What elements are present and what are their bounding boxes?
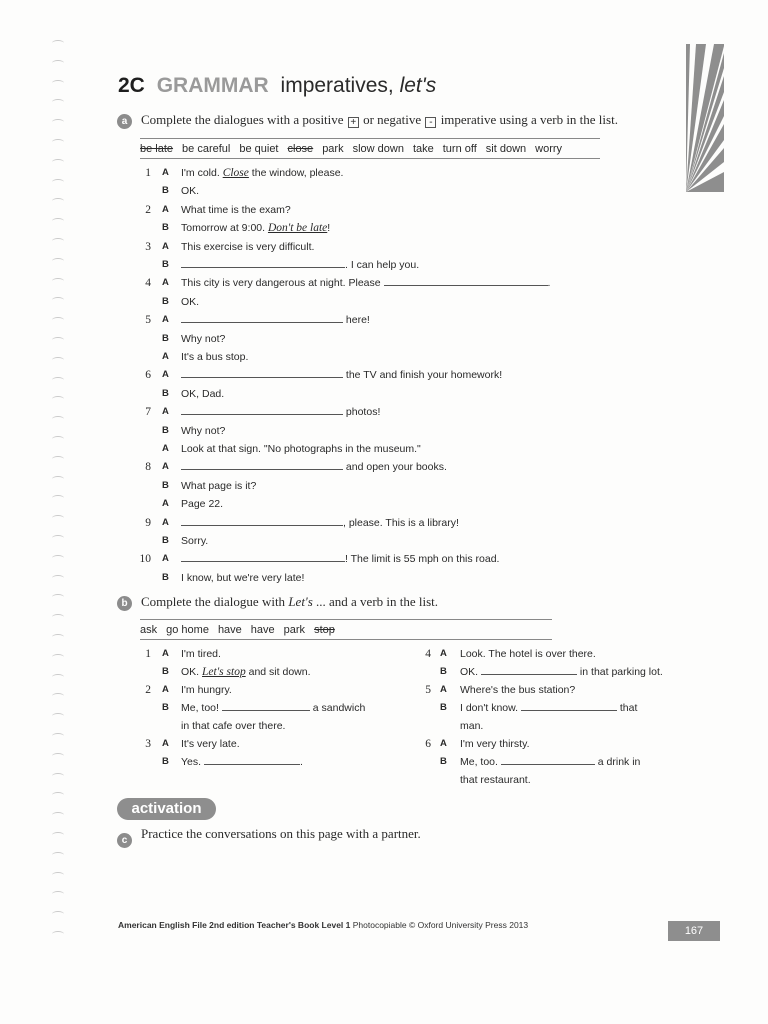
notebook-spiral-margin (52, 40, 66, 950)
word-list-item: park (283, 624, 306, 636)
dialogue-text: I'm hungry. (181, 684, 232, 696)
spiral-ring (52, 872, 64, 878)
spiral-ring (52, 515, 64, 521)
dialogue-text: I'm tired. (181, 648, 221, 660)
speaker-label: B (440, 702, 447, 713)
dialogue-text: Look at that sign. "No photographs in the museum." (181, 443, 421, 455)
speaker-label: B (162, 702, 169, 713)
spiral-ring (52, 357, 64, 363)
spiral-ring (52, 377, 64, 383)
spiral-ring (52, 317, 64, 323)
answer-blank[interactable] (521, 701, 617, 711)
word-list-item: go home (166, 624, 209, 636)
answer-blank[interactable] (181, 368, 343, 378)
plus-box: + (348, 117, 359, 128)
dialogue-text: OK. (181, 295, 200, 308)
spiral-ring (52, 119, 64, 125)
dialogue-text: OK. (181, 185, 200, 198)
exercise-a-badge: a (117, 114, 132, 129)
dialogue-text: man. (460, 720, 484, 732)
word-list-item: park (322, 143, 344, 155)
spiral-ring (52, 60, 64, 66)
dialogue-text: This exercise is very difficult. (181, 240, 315, 253)
spiral-ring (52, 80, 64, 86)
lesson-code: 2C (118, 74, 145, 97)
speaker-label: B (162, 756, 169, 767)
speaker-label: A (162, 277, 169, 289)
dialogue-text: and open your books. (181, 460, 447, 474)
lesson-topic: imperatives, let's (280, 74, 437, 97)
item-number: 3 (145, 240, 151, 253)
minus-box: - (425, 117, 436, 128)
word-list-item: be quiet (239, 143, 279, 155)
activation-banner: activation (117, 798, 216, 820)
dialogue-text: . I can help you. (181, 258, 419, 272)
answer-blank[interactable] (181, 258, 345, 268)
dialogue-text: What page is it? (181, 479, 257, 492)
spiral-ring (52, 792, 64, 798)
spiral-ring (52, 456, 64, 462)
word-list-item: turn off (442, 143, 477, 155)
spiral-ring (52, 337, 64, 343)
spiral-ring (52, 179, 64, 185)
exercise-a-instruction: Complete the dialogues with a positive + or negative - imperative using a verb in the list. (141, 112, 618, 128)
answer-blank[interactable] (181, 405, 343, 415)
dialogue-text: photos! (181, 405, 380, 419)
speaker-label: A (162, 498, 169, 510)
dialogue-text: in that cafe over there. (181, 720, 286, 732)
item-number: 3 (145, 738, 151, 750)
speaker-label: A (162, 406, 169, 418)
speaker-label: A (162, 516, 169, 528)
item-number: 6 (145, 369, 151, 382)
spiral-ring (52, 634, 64, 640)
dialogue-text: ! The limit is 55 mph on this road. (181, 552, 499, 566)
spiral-ring (52, 733, 64, 739)
speaker-label: B (440, 756, 447, 767)
spiral-ring (52, 396, 64, 402)
item-number: 9 (145, 516, 151, 529)
spiral-ring (52, 674, 64, 680)
item-number: 1 (145, 167, 151, 179)
dialogue-text: I don't know. that (460, 702, 638, 714)
dialogue-text: OK. Let's stop and sit down. (181, 666, 311, 678)
dialogue-text: OK, Dad. (181, 387, 225, 400)
dialogue-text: Me, too. a drink in (460, 756, 641, 768)
speaker-label: A (162, 461, 169, 473)
answer-blank[interactable] (384, 276, 548, 286)
dialogue-text: that restaurant. (460, 774, 531, 786)
item-number: 10 (139, 553, 151, 566)
speaker-label: B (162, 259, 169, 270)
spiral-ring (52, 198, 64, 204)
footer-credit: American English File 2nd edition Teacher's Book Level 1 Photocopiable © Oxford University Press 2013 (118, 920, 529, 930)
speaker-label: A (162, 648, 169, 659)
spiral-ring (52, 891, 64, 897)
word-list-item: have (217, 624, 242, 636)
speaker-label: B (162, 424, 169, 436)
spiral-ring (52, 238, 64, 244)
spiral-ring (52, 218, 64, 224)
answer-blank[interactable] (204, 755, 300, 765)
item-number: 2 (145, 203, 151, 216)
answer-blank[interactable] (181, 313, 343, 323)
item-number: 7 (145, 406, 151, 419)
item-number: 4 (145, 277, 151, 290)
spiral-ring (52, 139, 64, 145)
spiral-ring (52, 416, 64, 422)
speaker-label: A (440, 684, 447, 695)
word-list-item: slow down (352, 143, 404, 155)
speaker-label: B (162, 535, 169, 546)
dialogue-text: the TV and finish your homework! (181, 368, 502, 382)
dialogue-text: I'm very thirsty. (460, 738, 530, 750)
spiral-ring (52, 773, 64, 779)
speaker-label: A (162, 684, 169, 695)
spiral-ring (52, 812, 64, 818)
dialogue-text: This city is very dangerous at night. Please . (181, 277, 551, 290)
dialogue-text: , please. This is a library! (181, 516, 459, 530)
spiral-ring (52, 297, 64, 303)
spiral-ring (52, 594, 64, 600)
spiral-ring (52, 614, 64, 620)
spiral-ring (52, 911, 64, 917)
spiral-ring (52, 495, 64, 501)
speaker-label: A (440, 648, 447, 659)
speaker-label: A (162, 369, 169, 381)
item-number: 6 (425, 738, 431, 750)
example-answer: Don't be late (267, 222, 328, 235)
speaker-label: B (440, 666, 447, 677)
word-list-item: be late (140, 143, 174, 155)
word-list-item: stop (314, 624, 335, 636)
dialogue-text: Page 22. (181, 498, 224, 511)
spiral-ring (52, 258, 64, 264)
exercise-a-word-list (140, 138, 600, 159)
section-label: GRAMMAR (156, 74, 269, 97)
dialogue-text: What time is the exam? (181, 203, 291, 216)
dialogue-text: Me, too! a sandwich (181, 702, 366, 714)
sunburst-decoration (686, 44, 724, 192)
speaker-label: A (162, 240, 169, 252)
item-number: 1 (145, 648, 151, 660)
answer-blank[interactable] (181, 460, 343, 470)
spiral-ring (52, 278, 64, 284)
dialogue-text: I know, but we're very late! (181, 571, 305, 584)
spiral-ring (52, 555, 64, 561)
dialogue-text: I'm cold. Close the window, please. (181, 167, 344, 179)
answer-blank[interactable] (181, 552, 345, 562)
speaker-label: B (162, 479, 169, 491)
spiral-ring (52, 535, 64, 541)
dialogue-text: Where's the bus station? (460, 684, 576, 696)
dialogue-text: It's very late. (181, 738, 240, 750)
word-list-item: worry (535, 143, 563, 155)
speaker-label: A (162, 553, 169, 565)
speaker-label: A (162, 203, 169, 215)
dialogue-text: It's a bus stop. (181, 351, 249, 363)
dialogue-text: Look. The hotel is over there. (460, 648, 596, 660)
word-list-item: close (287, 143, 314, 155)
item-number: 5 (425, 684, 431, 696)
speaker-label: B (162, 185, 169, 197)
speaker-label: A (162, 314, 169, 326)
dialogue-text: Yes. . (181, 756, 303, 768)
speaker-label: A (162, 351, 169, 362)
dialogue-text: Tomorrow at 9:00. Don't be late! (181, 222, 331, 235)
spiral-ring (52, 436, 64, 442)
word-list-item: sit down (485, 143, 527, 155)
spiral-ring (52, 852, 64, 858)
spiral-ring (52, 753, 64, 759)
speaker-label: B (162, 571, 169, 583)
speaker-label: A (162, 738, 169, 749)
spiral-ring (52, 713, 64, 719)
speaker-label: A (162, 443, 169, 454)
speaker-label: B (162, 332, 169, 344)
answer-blank[interactable] (481, 665, 577, 675)
word-list-item: have (250, 624, 275, 636)
speaker-label: A (162, 167, 169, 178)
word-list-item: ask (140, 624, 158, 636)
page-title (118, 74, 436, 98)
answer-blank[interactable] (222, 701, 310, 711)
spiral-ring (52, 99, 64, 105)
spiral-ring (52, 693, 64, 699)
exercise-c-instruction: Practice the conversations on this page with a partner. (141, 826, 421, 841)
dialogue-text: OK. in that parking lot. (460, 666, 663, 678)
example-answer: Close (222, 167, 249, 179)
dialogue-text: Sorry. (181, 535, 209, 547)
exercise-b-word-list (140, 619, 552, 640)
speaker-label: B (162, 222, 169, 234)
dialogue-text: Why not? (181, 424, 226, 437)
spiral-ring (52, 476, 64, 482)
item-number: 5 (145, 314, 151, 327)
speaker-label: B (162, 666, 169, 677)
exercise-b-instruction: Complete the dialogue with Let's ... and a verb in the list. (141, 594, 439, 609)
spiral-ring (52, 159, 64, 165)
exercise-c-badge: c (117, 833, 132, 848)
spiral-ring (52, 654, 64, 660)
item-number: 8 (145, 461, 151, 474)
example-answer: Let's stop (202, 666, 246, 678)
dialogue-text: here! (181, 313, 370, 327)
page-number: 167 (668, 921, 720, 941)
answer-blank[interactable] (501, 755, 595, 765)
spiral-ring (52, 832, 64, 838)
spiral-ring (52, 575, 64, 581)
item-number: 4 (425, 648, 431, 660)
word-list-item: be careful (182, 143, 231, 155)
answer-blank[interactable] (181, 516, 343, 526)
speaker-label: B (162, 387, 169, 399)
exercise-b-badge: b (117, 596, 132, 611)
item-number: 2 (145, 684, 151, 696)
spiral-ring (52, 931, 64, 937)
spiral-ring (52, 40, 64, 46)
speaker-label: B (162, 295, 169, 307)
speaker-label: A (440, 738, 447, 749)
dialogue-text: Why not? (181, 332, 226, 345)
word-list-item: take (412, 143, 434, 155)
